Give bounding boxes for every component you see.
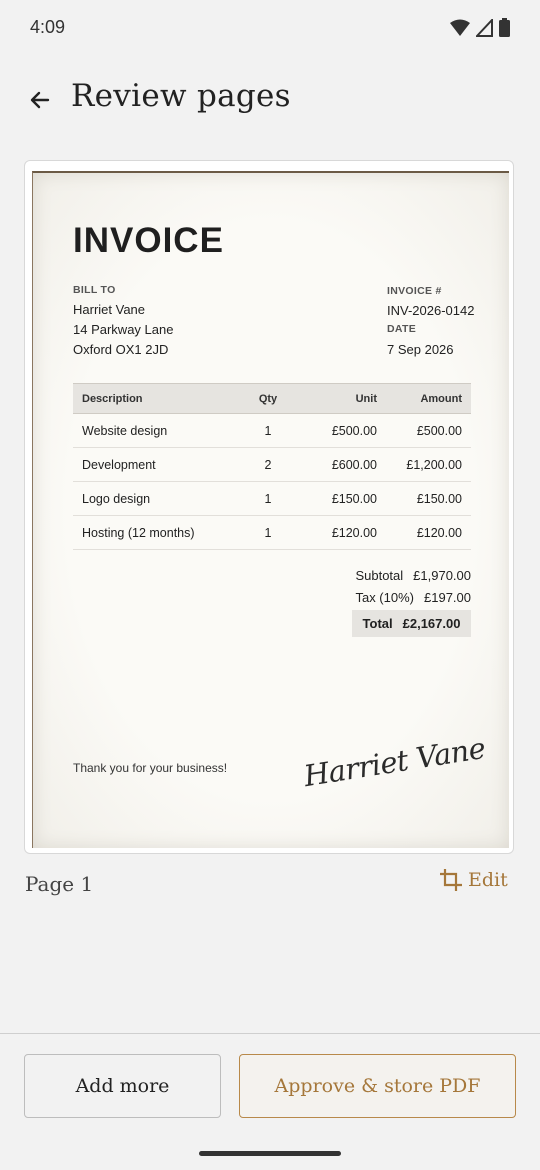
bill-to-label: BILL TO: [73, 284, 116, 296]
home-indicator[interactable]: [199, 1151, 341, 1156]
invoice-number-label: INVOICE #: [387, 285, 442, 297]
row-unit: £150.00: [331, 491, 377, 506]
row-qty: 2: [264, 457, 272, 472]
crop-icon: [440, 869, 462, 891]
table-row: [73, 414, 471, 448]
wifi-icon: [450, 19, 470, 37]
battery-icon: [499, 18, 510, 37]
bottom-divider: [0, 1033, 540, 1034]
table-row: [73, 516, 471, 550]
row-unit: £600.00: [331, 457, 377, 472]
signature: Harriet Vane: [301, 730, 488, 794]
invoice-title: INVOICE: [73, 221, 224, 260]
totals-block: [343, 564, 471, 608]
column-header: Unit: [355, 392, 377, 405]
row-amount: £1,200.00: [406, 457, 462, 472]
page-title: Review pages: [71, 78, 291, 114]
page-preview-card[interactable]: [24, 160, 514, 854]
subtotal-row: [343, 564, 471, 586]
total-value: £2,167.00: [402, 616, 461, 631]
tax-label: Tax (10%): [355, 589, 414, 605]
subtotal-label: Subtotal: [355, 567, 404, 583]
column-header: Qty: [258, 392, 278, 405]
table-row: [73, 448, 471, 482]
invoice-number: INV-2026-0142: [387, 303, 475, 318]
column-header: Amount: [420, 392, 462, 405]
table-row: [73, 482, 471, 516]
app-bar: [0, 70, 540, 130]
subtotal-value: £1,970.00: [413, 567, 471, 583]
scanned-invoice-page: [32, 171, 509, 848]
signal-icon: [476, 19, 493, 37]
row-description: Development: [82, 457, 156, 472]
thank-you-note: Thank you for your business!: [73, 761, 228, 775]
tax-value: £197.00: [424, 589, 471, 605]
row-unit: £500.00: [331, 423, 377, 438]
page-number-label: Page 1: [25, 872, 94, 896]
edit-label: Edit: [468, 869, 508, 891]
row-amount: £150.00: [416, 491, 462, 506]
tax-row: [343, 586, 471, 608]
row-unit: £120.00: [331, 525, 377, 540]
row-description: Hosting (12 months): [82, 525, 195, 540]
bill-to-street: 14 Parkway Lane: [73, 322, 174, 337]
bill-to-name: Harriet Vane: [73, 302, 146, 317]
row-description: Website design: [82, 423, 168, 438]
bill-to-city: Oxford OX1 2JD: [73, 342, 169, 357]
status-icons: [450, 18, 510, 37]
row-qty: 1: [264, 525, 272, 540]
total-row: [352, 610, 471, 637]
date-label: DATE: [387, 323, 417, 335]
total-label: Total: [362, 616, 393, 631]
arrow-left-icon: [28, 88, 52, 112]
line-items-table: [73, 383, 471, 550]
row-description: Logo design: [82, 491, 151, 506]
add-more-button[interactable]: Add more: [24, 1054, 221, 1118]
back-button[interactable]: [20, 80, 60, 120]
edit-button[interactable]: [440, 869, 508, 891]
row-qty: 1: [264, 423, 272, 438]
status-time: 4:09: [30, 17, 66, 37]
table-header: [73, 383, 471, 414]
row-qty: 1: [264, 491, 272, 506]
approve-store-pdf-button[interactable]: Approve & store PDF: [239, 1054, 516, 1118]
row-amount: £500.00: [416, 423, 462, 438]
row-amount: £120.00: [416, 525, 462, 540]
invoice-date: 7 Sep 2026: [387, 342, 454, 357]
column-header: Description: [82, 392, 143, 405]
status-bar: [0, 0, 540, 56]
